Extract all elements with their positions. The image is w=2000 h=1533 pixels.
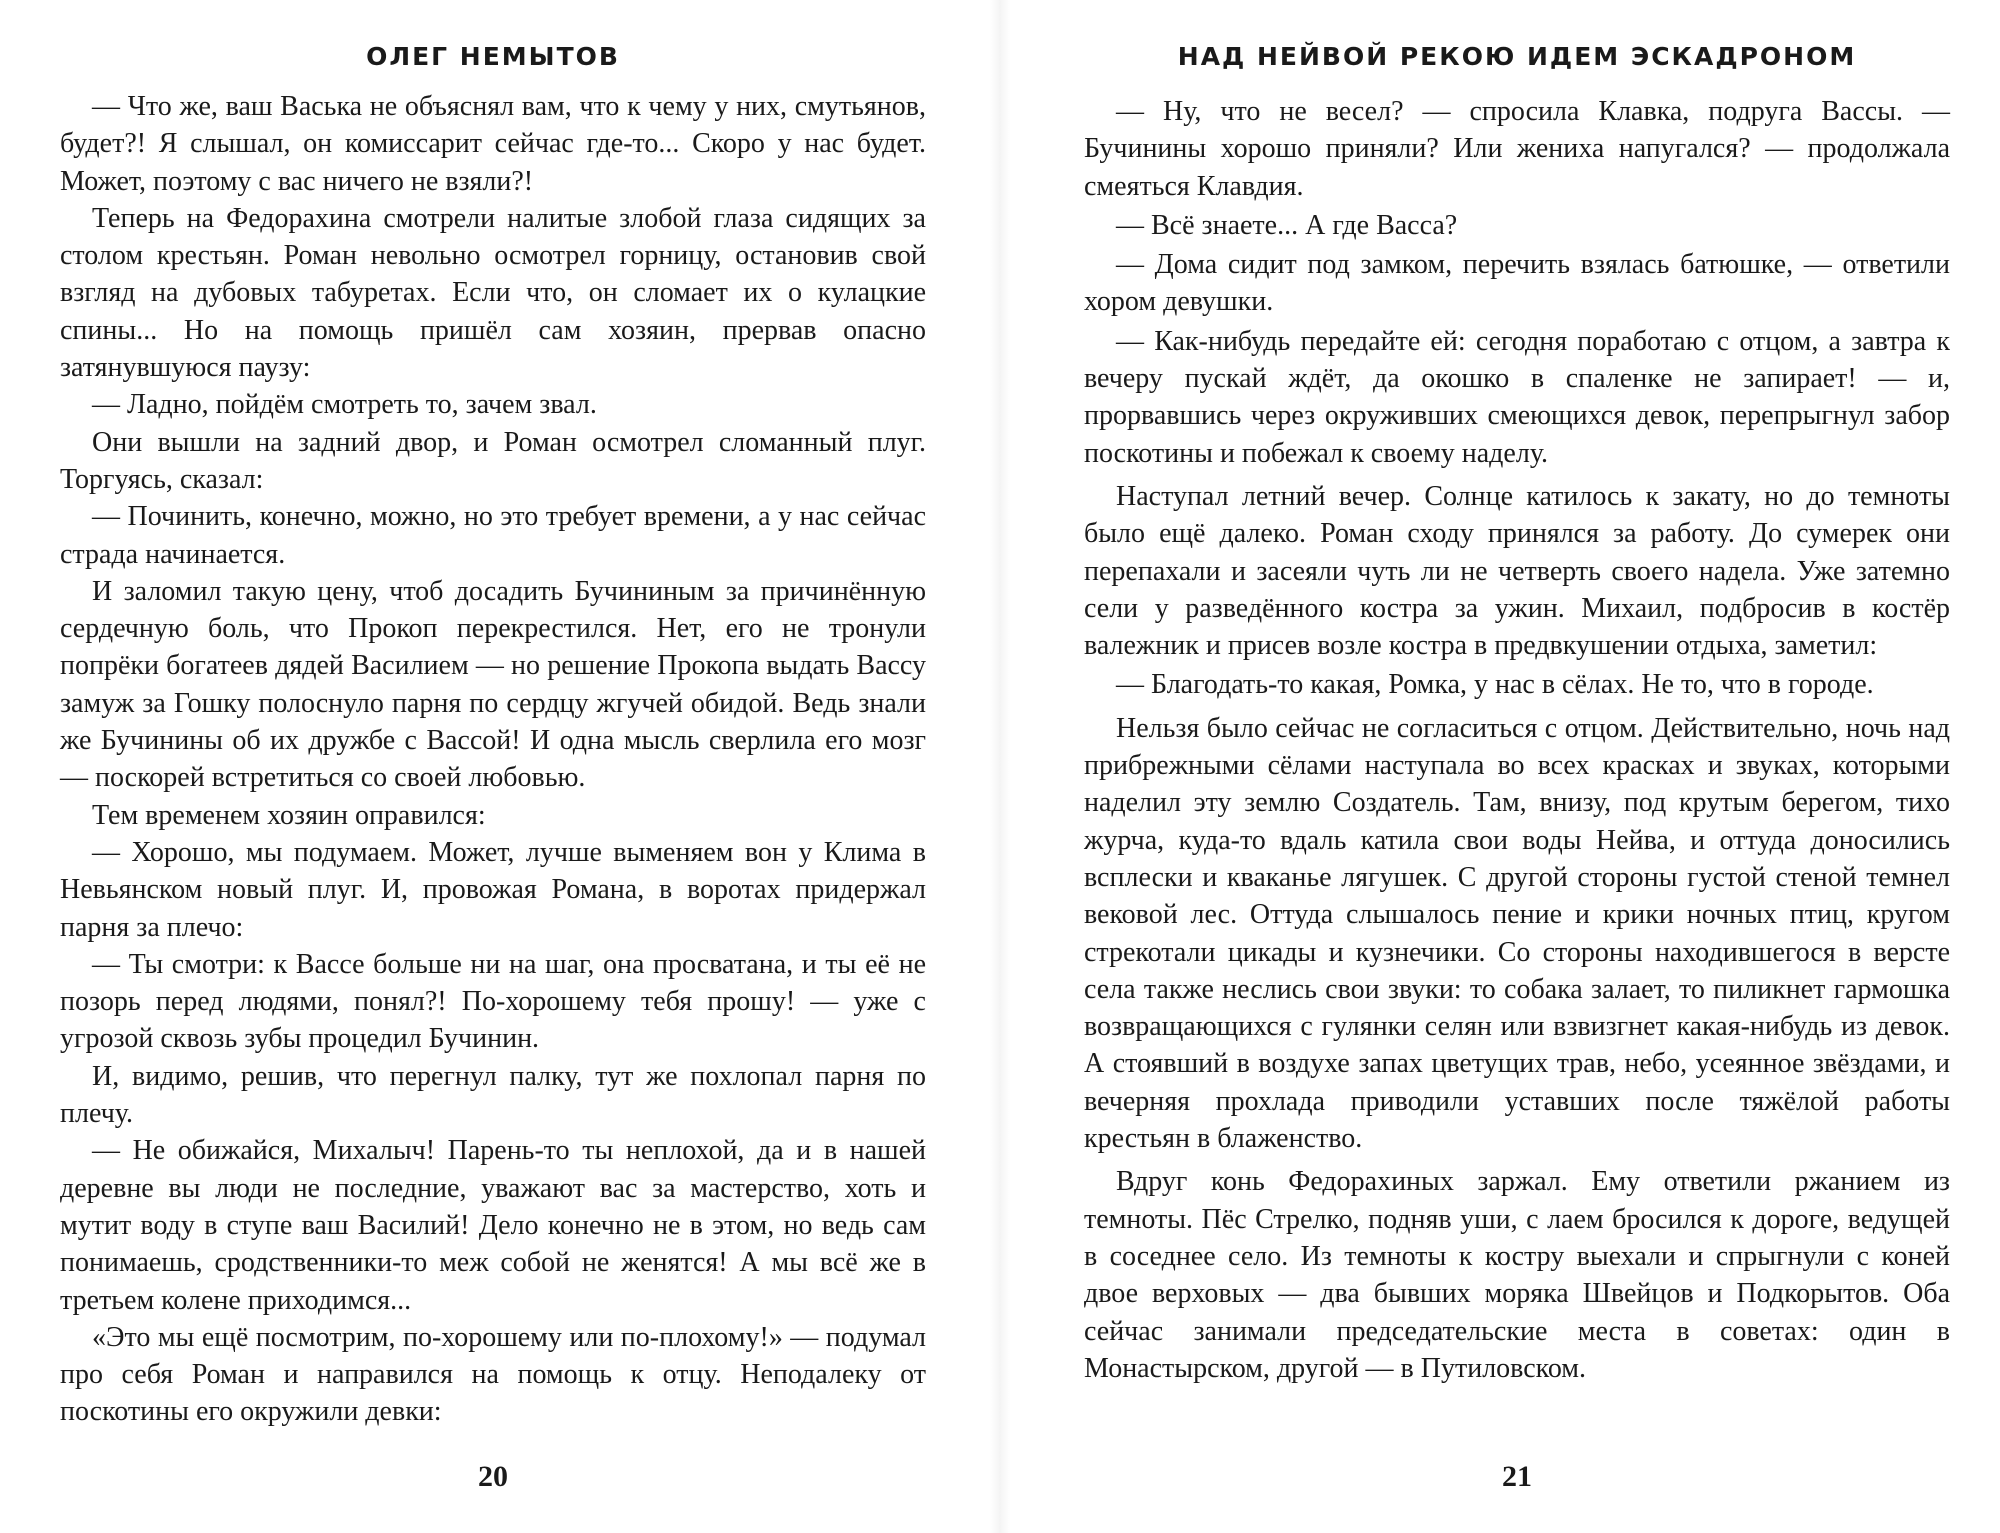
paragraph: Теперь на Федорахина смотрели налитые злобой глаза сидящих за столом крестьян. Роман невольно осмотрел горницу, остановив свой взгляд на дубовых табуретах. Если что, он сломает их о кулацкие спины... Но на помощь пришёл сам хозяин, прервав опасно затянувшуюся паузу: bbox=[60, 202, 926, 384]
page-number: 21 bbox=[1502, 1460, 1532, 1493]
paragraph: Наступал летний вечер. Солнце катилось к закату, но до темноты было ещё далеко. Роман сходу принялся за работу. До сумерек они перепахали и засеяли чуть ли не четверть своего надела. Уже затемно сели у разведённого костра за ужин. Михаил, подбросив в костёр валежник и присев возле костра в предвкушении отдыха, заметил: bbox=[1084, 480, 1950, 662]
spine-gutter bbox=[990, 0, 1010, 1533]
paragraph: — Починить, конечно, можно, но это требует времени, а у нас сейчас страда начинается. bbox=[60, 501, 926, 570]
paragraph: — Что же, ваш Васька не объяснял вам, что к чему у них, смутьянов, будет?! Я слышал, он комиссарит сейчас где-то... Скоро у нас будет. Может, поэтому с вас ничего не взяли?! bbox=[60, 91, 926, 197]
paragraph: — Ладно, пойдём смотреть то, зачем звал. bbox=[92, 389, 597, 421]
paragraph: — Хорошо, мы подумаем. Может, лучше выменяем вон у Клима в Невьянском новый плуг. И, провожая Романа, в воротах придержал парня за плечо: bbox=[60, 836, 926, 943]
paragraph: «Это мы ещё посмотрим, по-хорошему или по-плохому!» — подумал про себя Роман и направился на помощь к отцу. Неподалеку от поскотины его окружили девки: bbox=[60, 1321, 926, 1428]
paragraph: — Ну, что не весел? — спросила Клавка, подруга Вассы. — Бучинины хорошо приняли? Или жениха напугался? — продолжала смеяться Клавдия. bbox=[1084, 96, 1950, 202]
paragraph: — Дома сидит под замком, перечить взялась батюшке, — ответили хором девушки. bbox=[1084, 249, 1950, 318]
page-body bbox=[60, 88, 926, 1431]
paragraph: — Всё знаете... А где Васса? bbox=[1116, 209, 1458, 241]
paragraph: Они вышли на задний двор, и Роман осмотрел сломанный плуг. Торгуясь, сказал: bbox=[60, 426, 926, 495]
running-head-title: НАД НЕЙВОЙ РЕКОЮ ИДЕМ ЭСКАДРОНОМ bbox=[1177, 42, 1857, 71]
page-number: 20 bbox=[478, 1460, 508, 1493]
paragraph: И, видимо, решив, что перегнул палку, тут же похлопал парня по плечу. bbox=[60, 1060, 926, 1130]
paragraph: Вдруг конь Федорахиных заржал. Ему ответили ржанием из темноты. Пёс Стрелко, подняв уши, с лаем бросился к дороге, ведущей в соседнее село. Из темноты к костру выехали и спрыгнули с коней двое верховых — два бывших моряка Швейцов и Подкорытов. Оба сейчас занимали председательские места в советах: один в Монастырском, другой — в Путиловском. bbox=[1084, 1166, 1950, 1384]
paragraph: И заломил такую цену, чтоб досадить Бучининым за причинённую сердечную боль, что Прокоп перекрестился. Нет, его не тронули попрёки богатеев дядей Василием — но решение Прокопа выдать Вассу замуж за Гошку полоснуло парня по сердцу жгучей обидой. Ведь знали же Бучинины об их дружбе с Вассой! И одна мысль сверлила его мозг — поскорей встретиться со своей любовью. bbox=[60, 575, 926, 794]
paragraph: Тем временем хозяин оправился: bbox=[92, 799, 486, 831]
running-head-author: ОЛЕГ НЕМЫТОВ bbox=[366, 42, 620, 71]
left-page bbox=[60, 0, 926, 1533]
paragraph: — Ты смотри: к Вассе больше ни на шаг, она просватана, и ты её не позорь перед людями, понял?! По-хорошему тебя прошу! — уже с угрозой сквозь зубы процедил Бучинин. bbox=[60, 948, 926, 1055]
paragraph: — Как-нибудь передайте ей: сегодня поработаю с отцом, а завтра к вечеру пускай ждёт, да окошко в спаленке не запирает! — и, прорвавшись через окруживших смеющихся девок, перепрыгнул забор поскотины и побежал к своему наделу. bbox=[1084, 325, 1950, 469]
paragraph: Нельзя было сейчас не согласиться с отцом. Действительно, ночь над прибрежными сёлами наступала во всех красках и звуках, которыми наделил эту землю Создатель. Там, внизу, под крутым берегом, тихо журча, куда-то вдаль катила свои воды Нейва, и оттуда доносились всплески и кваканье лягушек. С другой стороны густой стеной темнел вековой лес. Оттуда слышалось пение и крики ночных птиц, кругом стрекотали цикады и кузнечики. Со стороны находившегося в версте села также неслись свои звуки: то собака залает, то пиликнет гармошка возвращающихся с гулянки селян или взвизгнет какая-нибудь из девок. А стоявший в воздухе запах цветущих трав, небо, усеянное звёздами, и вечерняя прохлада приводили уставших после тяжёлой работы крестьян в блаженство. bbox=[1084, 712, 1950, 1155]
paragraph: — Не обижайся, Михалыч! Парень-то ты неплохой, да и в нашей деревне вы люди не последние, уважают вас за мастерство, хоть и мутит воду в ступе ваш Василий! Дело конечно не в этом, но ведь сам понимаешь, сродственники-то меж собой не женятся! А мы всё же в третьем колене приходимся... bbox=[60, 1135, 926, 1316]
page-body bbox=[1084, 93, 1950, 1389]
right-page bbox=[1084, 0, 1950, 1533]
paragraph: — Благодать-то какая, Ромка, у нас в сёлах. Не то, что в городе. bbox=[1116, 669, 1874, 701]
